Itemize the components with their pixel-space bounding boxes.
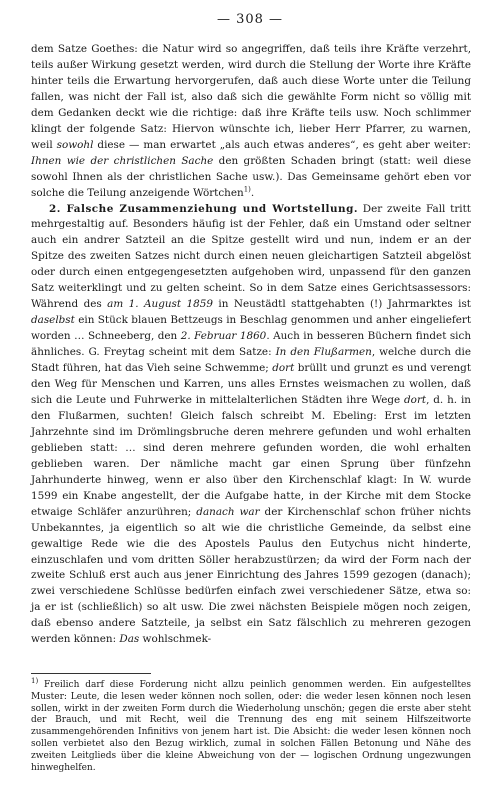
emphasis: Ihnen wie der christlichen Sache	[31, 154, 214, 167]
footnote-text: Freilich darf diese Forderung nicht allzu peinlich genommen werden. Ein aufgestelltes Muster: Leute, die lesen weder können noch sollen, oder: die weder lesen können noch lesen sollen, wirkt in der zweiten Form durch die Wiederholung unschön; gegen die erste aber steht der Brauch, und mit Recht, weil die Trennung des eng mit seinem Hilfszeitworte zusammengehörenden Infinitivs von jenem hart ist. Die Absicht: die weder lesen können noch sollen verbietet also den Bezug wirklich, zumal in solchen Fällen Betonung und Nähe des zweiten Leitglieds über die kleine Abweichung von der — logischen Ordnung ungezwungen hinweghelfen.	[31, 680, 471, 773]
text-span: der Kirchenschlaf schon früher nichts Unbekanntes, ja eigentlich so alt wie die christliche Gemeinde, da selbst eine gewaltige Rede wie die des Apostels Paulus den Eutychus nicht hinderte, einzuschlafen und vom dritten Söller herabzustürzen; da wird der Form nach der zweite Schluß erst auch aus jener Einrichtung des Jahres 1599 gezogen (danach); zwei verschiedene Schlüsse bedürfen einfach zwei verschiedener Sätze, etwa so: ja er ist (schließlich) so alt usw. Die zwei nächsten Beispiele mögen noch zeigen, daß ebenso andere Satzteile, ja selbst ein Satz fälschlich zu mehreren gezogen werden können:	[31, 505, 471, 646]
paragraph-2	[31, 202, 471, 649]
text-span: dem Satze Goethes: die Natur wird so angegriffen, daß teils ihre Kräfte verzehrt, teils außer Wirkung gesetzt werden, wird durch die Stellung der Worte ihre Kräfte hinter teils die Erwartung hervorgerufen, daß auch diese Worte unter die Teilung fallen, was nicht der Fall ist, also daß sich die gewählte Form nicht so völlig mit dem Gedanken deckt wie die richtige: daß ihre Kräfte teils usw. Noch schlimmer klingt der folgende Satz: Hiervon wünschte ich, lieber Herr Pfarrer, zu warnen, weil	[31, 43, 471, 151]
emphasis: 2. Februar 1860	[180, 330, 267, 343]
emphasis: danach war	[196, 505, 260, 518]
paragraph-1	[31, 42, 471, 202]
emphasis: sowohl	[56, 138, 94, 151]
text-span: . Auch in besseren Büchern findet sich ähnliches. G. Freytag scheint mit dem Satze:	[31, 330, 472, 359]
text-span: den größten Schaden bringt (statt: weil diese sowohl Ihnen als der christlichen Sache usw.). Das Gemeinsame gehört eben vor solche die Teilung anzeigende Wörtchen	[31, 154, 471, 199]
footnote-marker: 1)	[31, 677, 39, 685]
footnote	[31, 677, 471, 774]
footnote-reference: 1)	[243, 185, 251, 194]
text-span: Der zweite Fall tritt mehrgestaltig auf. Besonders häufig ist der Fehler, daß ein Umstand oder seltner auch ein andrer Satzteil an die Spitze gestellt wird und nun, indem er an der Spitze des zweiten Satzes nicht durch einen neuen gleichartigen Satzteil abgelöst oder durch einen entgegengesetzten aufgehoben wird, unpassend für den ganzen Satz weiterklingt und zu gelten scheint. So in dem Satze eines Gerichtsassessors: Während des	[31, 202, 471, 311]
text-span: diese — man erwartet „als auch etwas anderes“, es geht aber weiter:	[93, 138, 471, 151]
text-span: wohlschmek-	[139, 633, 212, 646]
text-span: , welche durch die Stadt führen, hat das Vieh seine Schwemme;	[31, 346, 471, 375]
text-span: .	[250, 186, 255, 199]
emphasis: Das	[119, 633, 140, 646]
section-heading: 2. Falsche Zusammenziehung und Wortstellung.	[49, 202, 358, 215]
emphasis: dort	[404, 393, 427, 406]
emphasis: dort	[272, 362, 295, 375]
text-span: in Neustädtl stattgehabten (!) Jahrmarktes ist	[212, 298, 471, 311]
footnote-divider	[31, 673, 151, 674]
main-text	[31, 42, 471, 648]
text-span: brüllt und grunzt es und verengt den Weg für Menschen und Karren, uns alles Ernstes weismachen zu wollen, daß sich die Leute und Fuhrwerke in mittelalterlichen Städten ihre Wege	[31, 362, 471, 406]
text-span: , d. h. in den Flußarmen, suchten! Gleich falsch schreibt M. Ebeling: Erst im letzten Jahrzehnte sind im Drömlingsbruche deren mehrere gefunden und wohl erhalten geblieben statt: … sind deren mehrere gefunden worden, die wohl erhalten geblieben waren. Der nämliche macht gar einen Sprung über fünfzehn Jahrhunderte hinweg, wenn er also über den Kirchenschlaf klagt: In W. wurde 1599 ein Knabe angestellt, der die Aufgabe hatte, in der Kirche mit dem Stocke etwaige Schläfer anzurühren;	[31, 393, 471, 518]
text-span: ein Stück blauen Bettzeugs in Beschlag genommen und anher eingeliefert worden … Schneeberg, den	[31, 314, 471, 343]
emphasis: In den Flußarmen	[275, 346, 372, 359]
emphasis: am 1. August 1859	[107, 298, 213, 311]
page-number: — 308 —	[216, 12, 284, 27]
emphasis: daselbst	[31, 314, 75, 327]
